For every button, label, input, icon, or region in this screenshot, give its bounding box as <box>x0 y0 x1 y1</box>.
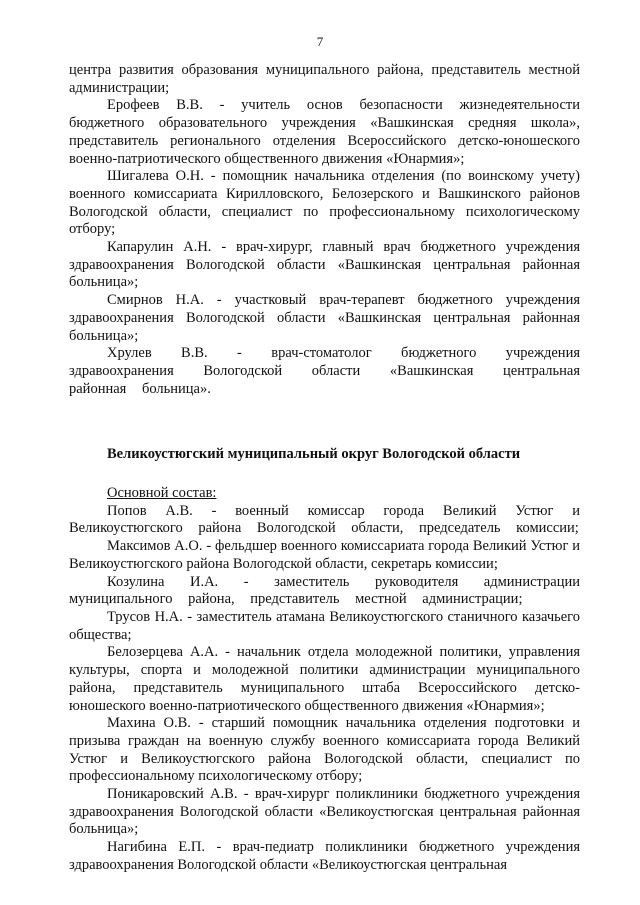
member-paragraph: Поникаровский А.В. - врач-хирург поликлиники бюджетного учреждения здравоохранения Вологодской области «Великоустюгская центральная районная больница»; <box>69 786 580 838</box>
member-paragraph: Попов А.В. - военный комиссар города Великий Устюг и Великоустюгского района Вологодской области, председатель комиссии; <box>69 502 580 537</box>
member-paragraph: Трусов Н.А. - заместитель атамана Великоустюгского станичного казачьего общества; <box>69 608 580 643</box>
member-paragraph: Шигалева О.Н. - помощник начальника отделения (по воинскому учету) военного комиссариата Кирилловского, Белозерского и Вашкинского районов Вологодской области, специалист по профессиональному психологическому отбору; <box>69 168 580 238</box>
member-paragraph: Смирнов Н.А. - участковый врач-терапевт бюджетного учреждения здравоохранения Вологодской области «Вашкинская центральная районная больница»; <box>69 292 580 344</box>
member-paragraph: Максимов А.О. - фельдшер военного комиссариата города Великий Устюг и Великоустюгского района Вологодской области, секретарь комиссии; <box>69 538 580 572</box>
member-paragraph: Махина О.В. - старший помощник начальника отделения подготовки и призыва граждан на военную службу военного комиссариата города Великий Устюг и Великоустюгского района Вологодской области, специалист по профессиональному психологическому отбору; <box>69 715 580 785</box>
member-paragraph: Ерофеев В.В. - учитель основ безопасности жизнедеятельности бюджетного образовательного учреждения «Вашкинская средняя школа», представитель регионального отделения Всероссийского детско-юношеского военно-патриотического общественного движения «Юнармия»; <box>69 97 580 167</box>
document-body <box>69 62 580 875</box>
member-paragraph: Хрулев В.В. - врач-стоматолог бюджетного учреждения здравоохранения Вологодской области «Вашкинская центральная районная больница». <box>69 345 580 397</box>
composition-subheading: Основной состав: <box>107 485 217 502</box>
section-heading: Великоустюгский муниципальный округ Вологодской области <box>107 446 521 463</box>
paragraph-continuation: центра развития образования муниципального района, представитель местной администрации; <box>69 62 580 96</box>
member-paragraph: Белозерцева А.А. - начальник отдела молодежной политики, управления культуры, спорта и молодежной политики администрации муниципального района, представитель муниципального штаба Всероссийского детско-юношеского военно-патриотического общественного движения «Юнармия»; <box>69 644 580 714</box>
member-paragraph: Нагибина Е.П. - врач-педиатр поликлиники бюджетного учреждения здравоохранения Вологодской области «Великоустюгская центральная <box>69 839 580 873</box>
page-number: 7 <box>316 34 324 49</box>
member-paragraph: Капарулин А.Н. - врач-хирург, главный врач бюджетного учреждения здравоохранения Вологодской области «Вашкинская центральная районная больница»; <box>69 239 580 291</box>
member-paragraph: Козулина И.А. - заместитель руководителя администрации муниципального района, представитель местной администрации; <box>69 573 580 608</box>
